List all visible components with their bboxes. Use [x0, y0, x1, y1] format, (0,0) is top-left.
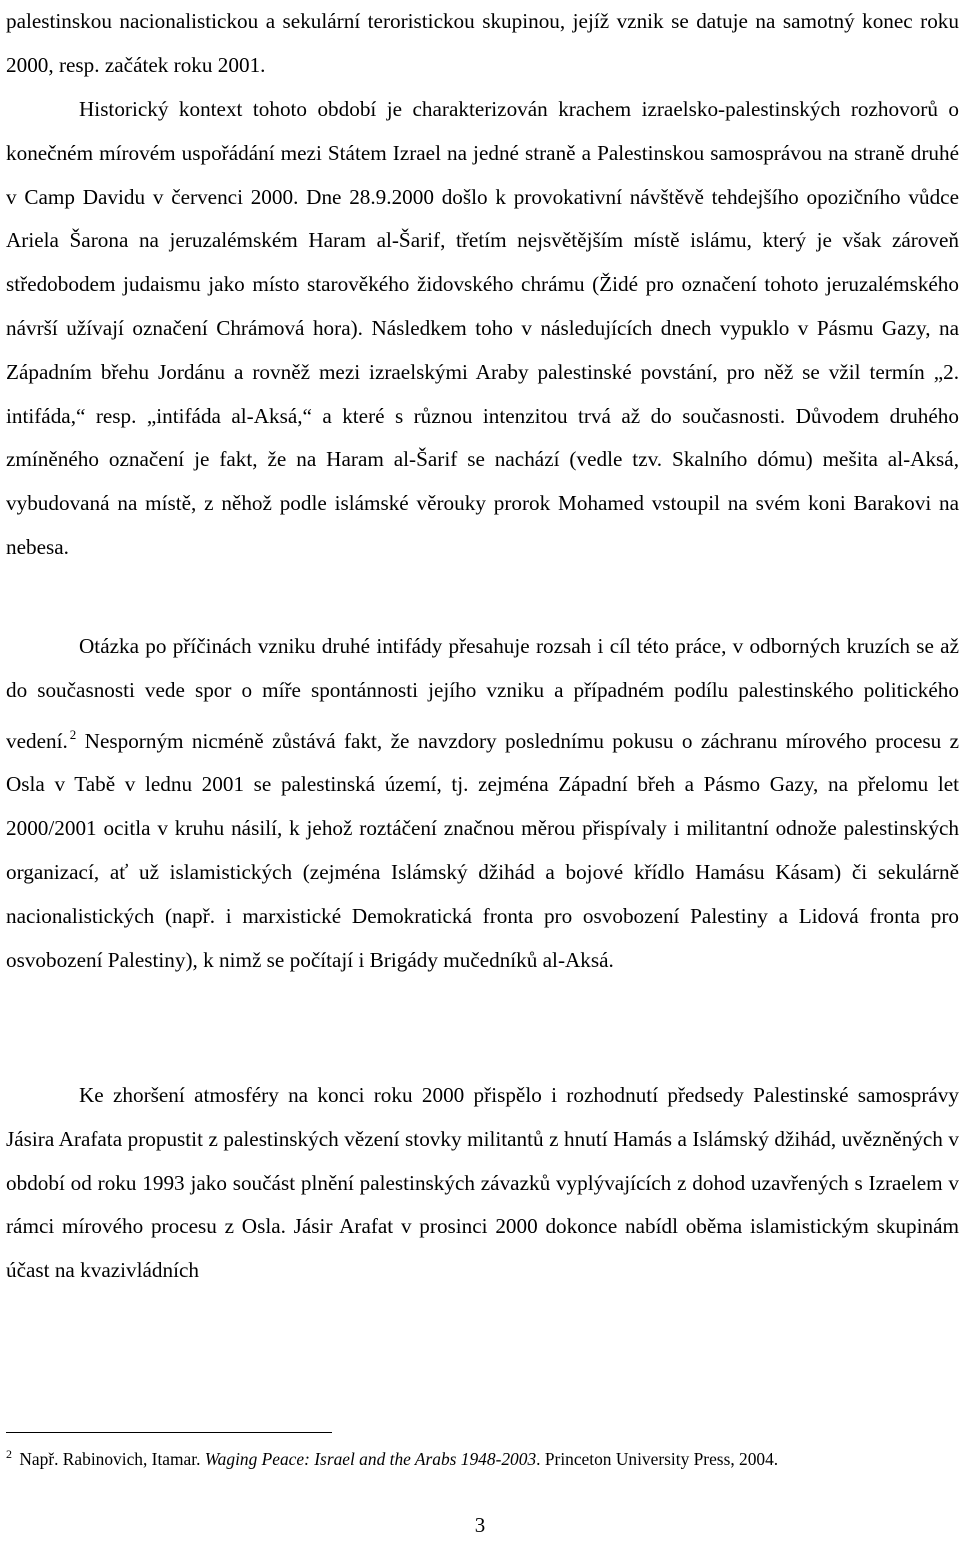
footnote-reference-mark: 2	[69, 726, 77, 742]
footnote	[6, 1442, 956, 1471]
footnote-number: 2	[6, 1447, 12, 1461]
paragraph-causes-of-intifada	[6, 625, 959, 982]
paragraph-text-before-ref: Otázka po příčinách vzniku druhé intifády přesahuje rozsah i cíl této práce, v odborných kruzích se až do současnosti vede spor o míře spontánnosti jejího vzniku a případném podílu palestinského politického vedení.	[6, 634, 959, 753]
paragraph-historical-context	[6, 88, 959, 570]
paragraph-atmosphere-deterioration	[6, 1074, 959, 1293]
page-number: 3	[474, 1513, 486, 1537]
paragraph-text: palestinskou nacionalistickou a sekulární teroristickou skupinou, jejíž vznik se datuje na samotný konec roku 2000, resp. začátek roku 2001.	[6, 9, 959, 77]
footnote-book-title: Waging Peace: Israel and the Arabs 1948-2003	[204, 1449, 537, 1469]
paragraph-text-after-ref: Nesporným nicméně zůstává fakt, že navzdory poslednímu pokusu o záchranu mírového procesu z Osla v Tabě v lednu 2001 se palestinská území, tj. zejména Západní břeh a Pásmo Gazy, na přelomu let 2000/2001 ocitla v kruhu násilí, k jehož roztáčení značnou měrou přispívaly i militantní odnože palestinských organizací, ať už islamistických (zejména Islámský džihád a bojové křídlo Hamásu Kásam) či sekulárně nacionalistických (např. i marxistické Demokratická fronta pro osvobození Palestiny a Lidová fronta pro osvobození Palestiny), k nimž se počítají i Brigády mučedníků al-Aksá.	[6, 728, 959, 972]
footnote-separator	[6, 1432, 332, 1433]
footnote-author: Např. Rabinovich, Itamar.	[15, 1449, 205, 1469]
footnote-publisher: . Princeton University Press, 2004.	[536, 1449, 779, 1469]
paragraph-text: Historický kontext tohoto období je charakterizován krachem izraelsko-palestinských rozhovorů o konečném mírovém uspořádání mezi Státem Izrael na jedné straně a Palestinskou samosprávou na straně druhé v Camp Davidu v červenci 2000. Dne 28.9.2000 došlo k provokativní návštěvě tehdejšího opozičního vůdce Ariela Šarona na jeruzalémském Haram al-Šarif, třetím nejsvětějším místě islámu, který je však zároveň středobodem judaismu jako místo starověkého židovského chrámu (Židé pro označení tohoto jeruzalémského návrší užívají označení Chrámová hora). Následkem toho v následujících dnech vypuklo v Pásmu Gazy, na Západním břehu Jordánu a rovněž mezi izraelskými Araby palestinské povstání, pro něž se vžil termín „2. intifáda,“ resp. „intifáda al-Aksá,“ a které s různou intenzitou trvá až do současnosti. Důvodem druhého zmíněného označení je fakt, že na Haram al-Šarif se nachází (vedle tzv. Skalního dómu) mešita al-Aksá, vybudovaná na místě, z něhož podle islámské věrouky prorok Mohamed vstoupil na svém koni Barakovi na nebesa.	[6, 97, 959, 559]
paragraph-continuation	[6, 0, 959, 88]
paragraph-text: Ke zhoršení atmosféry na konci roku 2000 přispělo i rozhodnutí předsedy Palestinské samosprávy Jásira Arafata propustit z palestinských vězení stovky militantů z hnutí Hamás a Islámský džihád, uvězněných v období od roku 1993 jako součást plnění palestinských závazků vyplývajících z dohod uzavřených s Izraelem v rámci mírového procesu z Osla. Jásir Arafat v prosinci 2000 dokonce nabídl oběma islamistickým skupinám účast na kvazivládních	[6, 1083, 959, 1283]
